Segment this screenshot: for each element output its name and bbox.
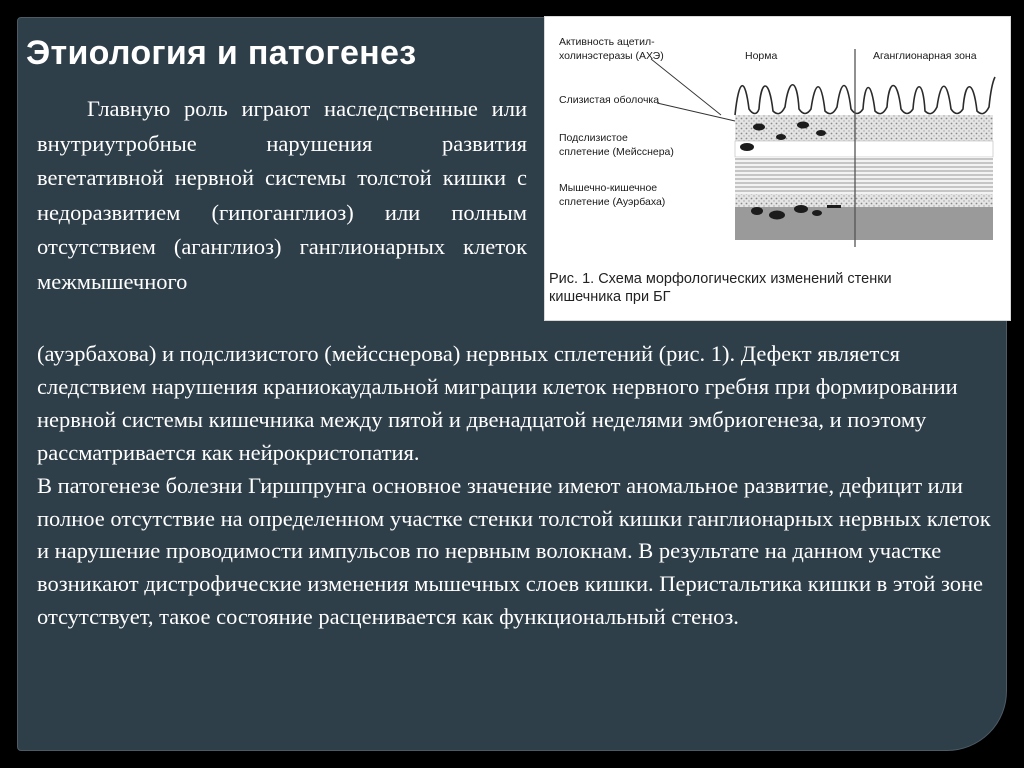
myenteric-plexus-label-line1: Мышечно-кишечное xyxy=(559,182,658,194)
ganglion-cell xyxy=(751,207,763,215)
ganglion-cell xyxy=(740,143,754,151)
myenteric-plexus-label-line2: сплетение (Ауэрбаха) xyxy=(559,196,666,208)
ganglion-cell xyxy=(816,130,826,136)
ganglion-cell xyxy=(794,205,808,213)
figure-caption-line2: кишечника при БГ xyxy=(549,289,671,305)
body-text xyxy=(37,338,997,634)
villi-outline xyxy=(735,77,995,115)
ache-label-line2: холинэстеразы (АХЭ) xyxy=(559,50,664,62)
slide-title: Этиология и патогенез xyxy=(26,34,417,72)
figure-caption-line1: Рис. 1. Схема морфологических изменений стенки xyxy=(549,271,892,287)
ganglion-cell xyxy=(776,134,786,140)
ganglion-cell xyxy=(812,210,822,216)
mucosa-layer xyxy=(735,115,993,141)
pathogenesis-paragraph: В патогенезе болезни Гиршпрунга основное значение имеют аномальное развитие, дефицит или полное отсутствие на определенном участке стенки толстой кишки ганглионарных нервных клеток и нарушение проводимости импульсов по нервным волокнам. В результате на данном участке возникают дистрофические изменения мышечных слоев кишки. Перистальтика кишки в этой зоне отсутствует, такое состояние расценивается как функциональный стеноз. xyxy=(37,472,991,630)
submucosal-plexus-label-line1: Подслизистое xyxy=(559,132,628,144)
ganglion-cell xyxy=(769,211,785,220)
ganglion-cell xyxy=(753,124,765,131)
muscle-layer-inner xyxy=(735,157,993,194)
diagram-svg xyxy=(545,17,1008,318)
intro-paragraph xyxy=(37,92,527,300)
mucosa-label: Слизистая оболочка xyxy=(559,94,660,106)
ache-pointer xyxy=(651,59,721,115)
nerve-fiber xyxy=(827,205,841,208)
continuation-paragraph: (ауэрбахова) и подслизистого (мейсснерова) нервных сплетений (рис. 1). Дефект является следствием нарушения краниокаудальной миграции клеток нервного гребня при формировании нервной системы кишечника между пятой и двенадцатой неделями эмбриогенеза, и поэтому рассматривается как нейрокристопатия. xyxy=(37,341,958,465)
myenteric-layer xyxy=(735,194,993,207)
submucosal-plexus-label-line2: сплетение (Мейсснера) xyxy=(559,146,674,158)
aganglionic-zone-label: Аганглионарная зона xyxy=(873,50,977,62)
submucosa-layer xyxy=(735,141,993,157)
ache-label-line1: Активность ацетил- xyxy=(559,36,655,48)
intro-paragraph-text: Главную роль играют наследственные или внутриутробные нарушения развития вегетативной нервной системы толстой кишки с недоразвитием (гипоганглиоз) или полным отсутствием (аганглиоз) ганглионарных клеток межмышечного xyxy=(37,96,527,294)
mucosa-pointer xyxy=(657,103,735,121)
ganglion-cell xyxy=(797,122,809,129)
norm-label: Норма xyxy=(745,50,778,62)
figure-intestinal-wall-diagram xyxy=(544,16,1011,321)
